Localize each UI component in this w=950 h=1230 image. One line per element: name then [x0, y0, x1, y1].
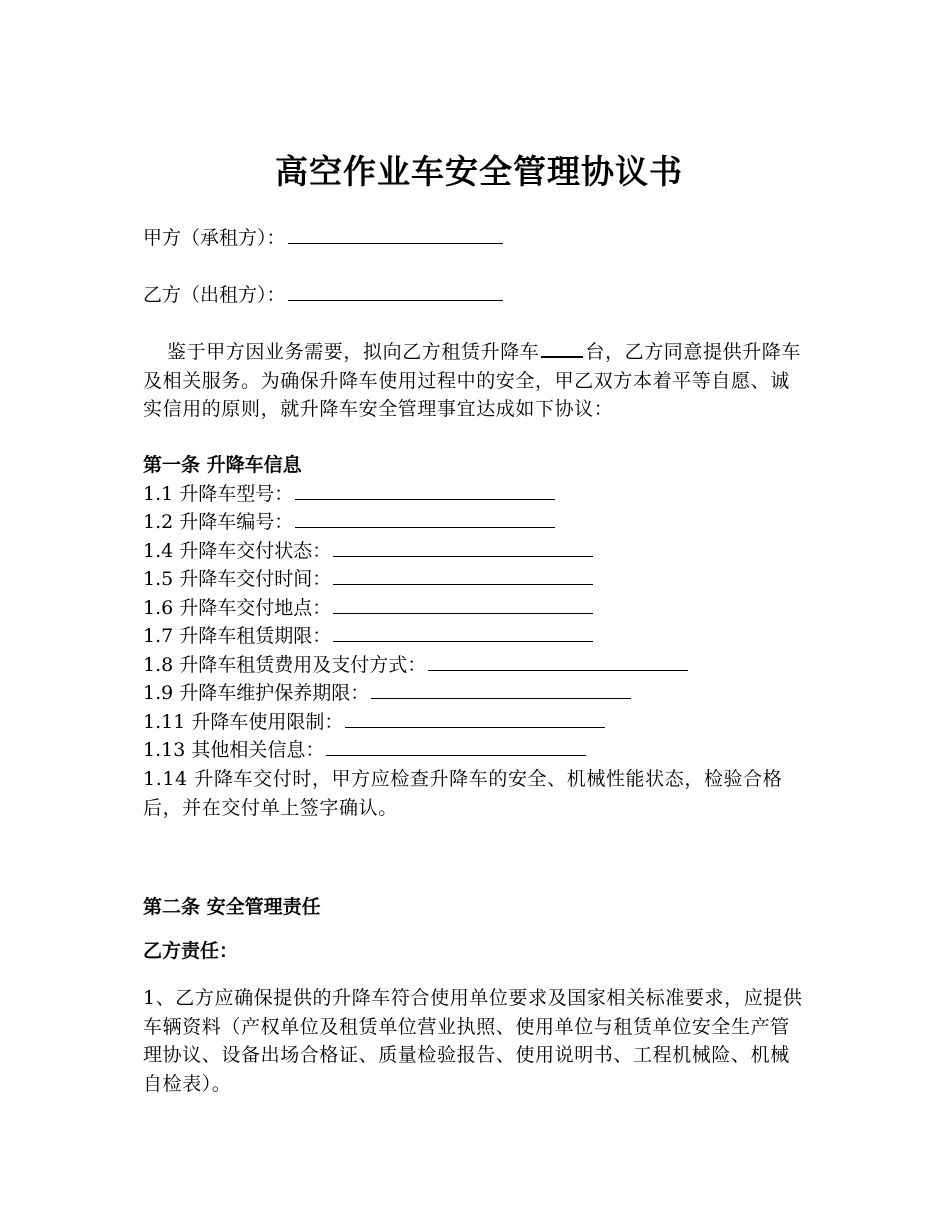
item-label: 1.11 升降车使用限制：	[143, 711, 344, 733]
item-blank	[428, 652, 688, 671]
intro-part1: 鉴于甲方因业务需要，拟向乙方租赁升降车	[167, 341, 540, 363]
article1-heading: 第一条 升降车信息	[143, 454, 302, 476]
item-blank	[333, 566, 593, 585]
item-blank	[333, 595, 593, 614]
article2-subheading: 乙方责任：	[143, 940, 239, 962]
item-blank	[326, 737, 586, 756]
article1-item	[143, 651, 688, 679]
item-blank	[295, 509, 555, 528]
item-blank	[295, 481, 555, 500]
party-b-blank	[288, 282, 503, 301]
article1-item	[143, 480, 555, 508]
article2-heading: 第二条 安全管理责任	[143, 896, 321, 918]
quantity-blank	[541, 338, 583, 358]
item-label: 1.4 升降车交付状态：	[143, 540, 332, 562]
item-label: 1.13 其他相关信息：	[143, 739, 325, 761]
item-label: 1.2 升降车编号：	[143, 511, 294, 533]
item-blank	[345, 709, 605, 728]
item-blank	[333, 538, 593, 557]
article1-item	[143, 708, 605, 736]
party-a-blank	[288, 225, 503, 244]
article2-paragraph-1: 1、乙方应确保提供的升降车符合使用单位要求及国家相关标准要求，应提供车辆资料（产权单位及租赁单位营业执照、使用单位与租赁单位安全生产管理协议、设备出场合格证、质量检验报告、使用说明书、工程机械险、机械自检表）。	[143, 987, 803, 1095]
item-label: 1.9 升降车维护保养期限：	[143, 682, 370, 704]
intro-paragraph	[143, 338, 808, 424]
party-b-line	[143, 281, 503, 309]
party-a-line	[143, 224, 503, 252]
article1-item	[143, 565, 593, 593]
article1-item	[143, 679, 631, 707]
item-label: 1.1 升降车型号：	[143, 483, 294, 505]
party-a-label: 甲方（承租方）：	[143, 227, 286, 249]
article1-item	[143, 736, 586, 764]
article1-item-14: 1.14 升降车交付时，甲方应检查升降车的安全、机械性能状态，检验合格后，并在交付单上签字确认。	[143, 768, 783, 819]
article1-item	[143, 537, 593, 565]
document-title: 高空作业车安全管理协议书	[275, 152, 683, 191]
item-label: 1.5 升降车交付时间：	[143, 568, 332, 590]
item-label: 1.7 升降车租赁期限：	[143, 625, 332, 647]
item-label: 1.6 升降车交付地点：	[143, 597, 332, 619]
item-blank	[333, 623, 593, 642]
article1-item	[143, 508, 555, 536]
party-b-label: 乙方（出租方）：	[143, 284, 286, 306]
intro-part2: 台，乙方同意提供升降车及相关服务。为确保升降车使用过程中的安全，甲乙双方本着平等自愿、诚实信用的原则，就升降车安全管理事宜达成如下协议：	[143, 341, 802, 420]
article1-item	[143, 622, 593, 650]
item-blank	[371, 680, 631, 699]
article1-item	[143, 594, 593, 622]
item-label: 1.8 升降车租赁费用及支付方式：	[143, 654, 427, 676]
